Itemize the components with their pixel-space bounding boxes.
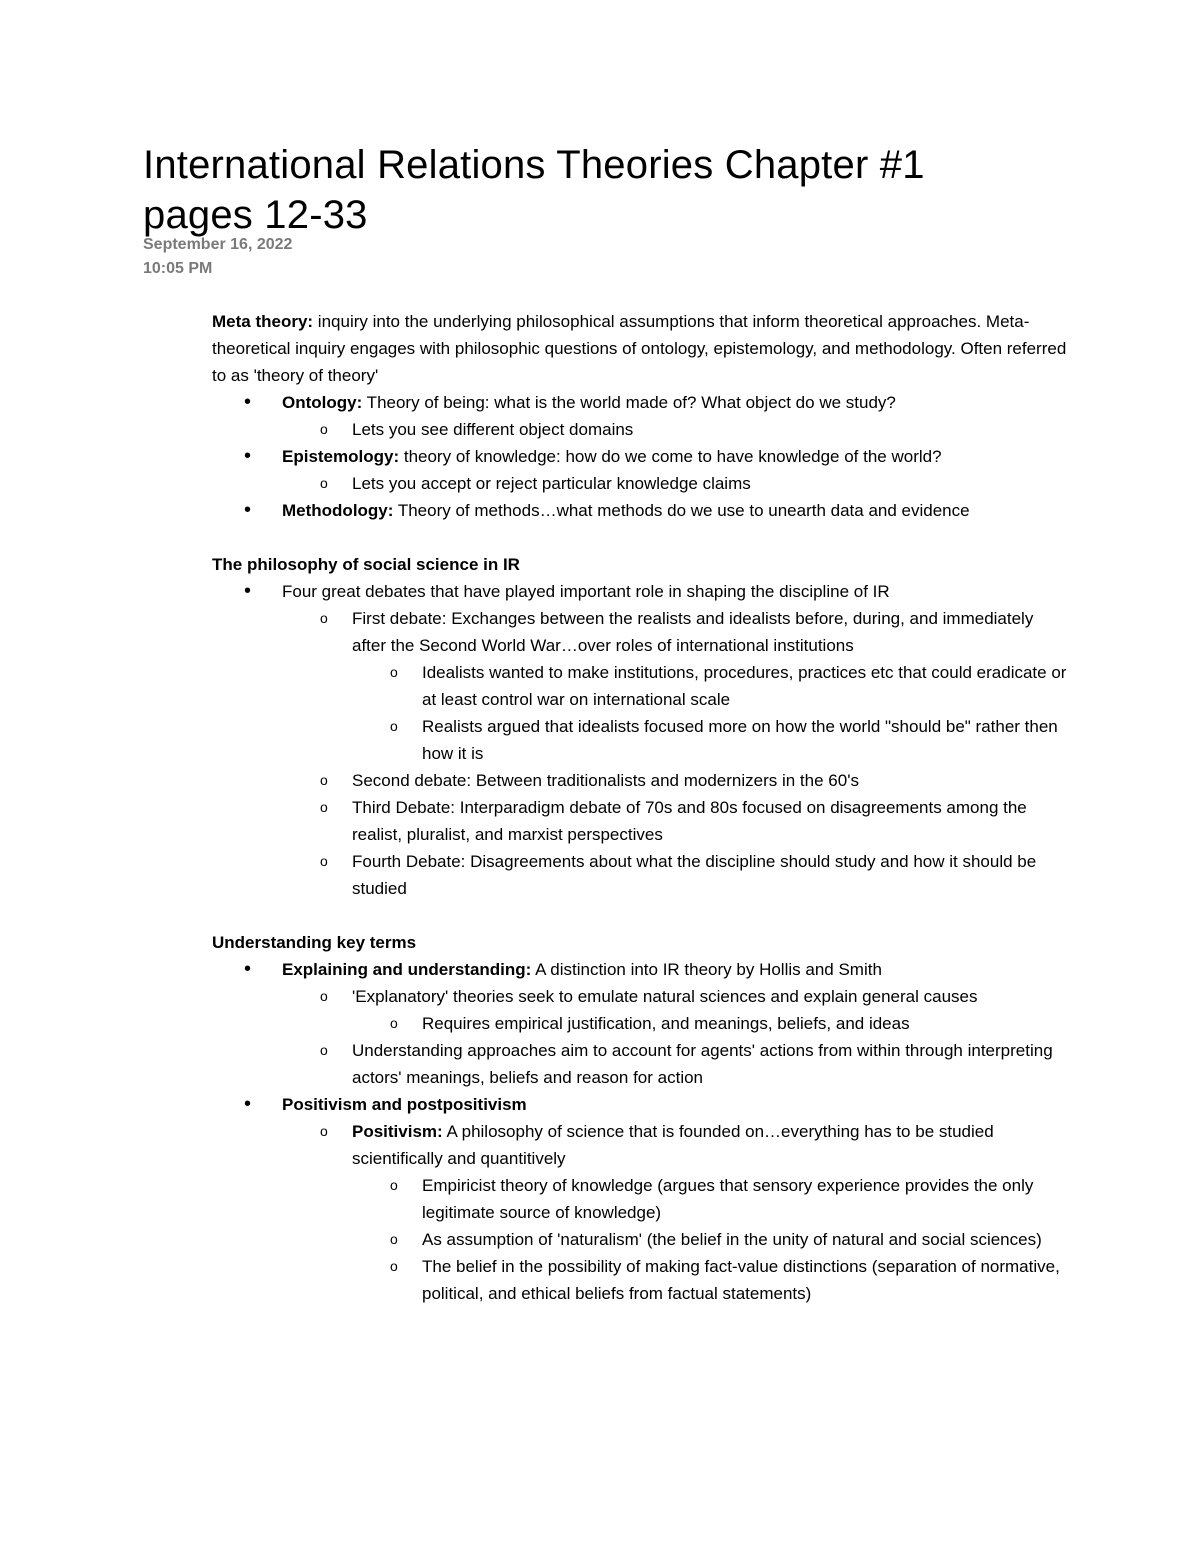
hollow-bullet-icon: o — [320, 988, 328, 1004]
explanatory-text: 'Explanatory' theories seek to emulate natural sciences and explain general causes — [352, 987, 978, 1006]
hollow-bullet-icon: o — [320, 475, 328, 491]
list-item-epistemology — [212, 443, 1072, 470]
bullet-icon: • — [244, 499, 252, 521]
hollow-bullet-icon: o — [320, 799, 328, 815]
list-item-empiricist — [212, 1172, 1072, 1226]
third-debate-text: Third Debate: Interparadigm debate of 70s and 80s focused on disagreements among the realist, pluralist, and marxist perspectives — [352, 798, 1027, 844]
list-item-methodology — [212, 497, 1072, 524]
meta-theory-paragraph — [212, 308, 1072, 389]
list-item-four-debates — [212, 578, 1072, 605]
hollow-bullet-icon: o — [390, 1015, 398, 1031]
list-item-understanding — [212, 1037, 1072, 1091]
ontology-label: Ontology: — [282, 393, 363, 412]
bullet-icon: • — [244, 445, 252, 467]
list-item-ontology-sub — [212, 416, 1072, 443]
hollow-bullet-icon: o — [320, 1042, 328, 1058]
positivism-label: Positivism: — [352, 1122, 443, 1141]
bullet-icon: • — [244, 580, 252, 602]
empiricist-text: Empiricist theory of knowledge (argues that sensory experience provides the only legitimate source of knowledge) — [422, 1176, 1034, 1222]
meta-theory-text: inquiry into the underlying philosophical assumptions that inform theoretical approaches. Meta-theoretical inquiry engages with philosophic questions of ontology, epistemology, and methodology. Often referred to as 'theory of theory' — [212, 312, 1067, 385]
first-debate-text: First debate: Exchanges between the realists and idealists before, during, and immediately after the Second World War…over roles of international institutions — [352, 609, 1034, 655]
fourth-debate-text: Fourth Debate: Disagreements about what the discipline should study and how it should be studied — [352, 852, 1037, 898]
list-item-positivism-heading — [212, 1091, 1072, 1118]
note-date: September 16, 2022 — [143, 236, 293, 253]
bullet-icon: • — [244, 1093, 252, 1115]
positivism-text: A philosophy of science that is founded on…everything has to be studied scientifically and quantitively — [352, 1122, 994, 1168]
spacer — [212, 524, 1072, 551]
epistemology-label: Epistemology: — [282, 447, 400, 466]
list-item-ontology — [212, 389, 1072, 416]
epistemology-sub-text: Lets you accept or reject particular knowledge claims — [352, 474, 751, 493]
meta-theory-label: Meta theory: — [212, 312, 314, 331]
hollow-bullet-icon: o — [390, 664, 398, 680]
note-body — [212, 308, 1072, 1307]
list-item-fact-value — [212, 1253, 1072, 1307]
list-item-second-debate — [212, 767, 1072, 794]
four-debates-text: Four great debates that have played important role in shaping the discipline of IR — [282, 582, 890, 601]
hollow-bullet-icon: o — [320, 1123, 328, 1139]
epistemology-text: theory of knowledge: how do we come to have knowledge of the world? — [399, 447, 942, 466]
list-item-fourth-debate — [212, 848, 1072, 902]
fact-value-text: The belief in the possibility of making fact-value distinctions (separation of normative, political, and ethical beliefs from factual statements) — [422, 1257, 1060, 1303]
list-item-naturalism — [212, 1226, 1072, 1253]
section-heading-philosophy: The philosophy of social science in IR — [212, 555, 520, 574]
section-heading-key-terms: Understanding key terms — [212, 933, 417, 952]
ontology-sub-text: Lets you see different object domains — [352, 420, 634, 439]
hollow-bullet-icon: o — [390, 1258, 398, 1274]
requires-text: Requires empirical justification, and meanings, beliefs, and ideas — [422, 1014, 910, 1033]
explaining-text: A distinction into IR theory by Hollis and Smith — [531, 960, 882, 979]
bullet-icon: • — [244, 391, 252, 413]
list-item-epistemology-sub — [212, 470, 1072, 497]
hollow-bullet-icon: o — [320, 772, 328, 788]
understanding-text: Understanding approaches aim to account for agents' actions from within through interpreting actors' meanings, beliefs and reason for action — [352, 1041, 1053, 1087]
list-item-explaining — [212, 956, 1072, 983]
list-item-explanatory — [212, 983, 1072, 1010]
hollow-bullet-icon: o — [390, 1231, 398, 1247]
realists-text: Realists argued that idealists focused more on how the world "should be" rather then how it is — [422, 717, 1058, 763]
hollow-bullet-icon: o — [390, 718, 398, 734]
methodology-text: Theory of methods…what methods do we use to unearth data and evidence — [393, 501, 970, 520]
explaining-label: Explaining and understanding: — [282, 960, 532, 979]
idealists-text: Idealists wanted to make institutions, procedures, practices etc that could eradicate or at least control war on international scale — [422, 663, 1067, 709]
note-time: 10:05 PM — [143, 260, 213, 277]
bullet-icon: • — [244, 958, 252, 980]
spacer — [212, 902, 1072, 929]
methodology-label: Methodology: — [282, 501, 394, 520]
list-item-requires — [212, 1010, 1072, 1037]
hollow-bullet-icon: o — [320, 421, 328, 437]
hollow-bullet-icon: o — [390, 1177, 398, 1193]
list-item-positivism — [212, 1118, 1072, 1172]
list-item-realists — [212, 713, 1072, 767]
page-title: International Relations Theories Chapter #1 pages 12-33 — [143, 143, 925, 237]
positivism-heading-text: Positivism and postpositivism — [282, 1095, 527, 1114]
second-debate-text: Second debate: Between traditionalists and modernizers in the 60's — [352, 771, 859, 790]
naturalism-text: As assumption of 'naturalism' (the belief in the unity of natural and social sciences) — [422, 1230, 1042, 1249]
list-item-first-debate — [212, 605, 1072, 659]
hollow-bullet-icon: o — [320, 853, 328, 869]
list-item-idealists — [212, 659, 1072, 713]
ontology-text: Theory of being: what is the world made of? What object do we study? — [362, 393, 896, 412]
list-item-third-debate — [212, 794, 1072, 848]
hollow-bullet-icon: o — [320, 610, 328, 626]
